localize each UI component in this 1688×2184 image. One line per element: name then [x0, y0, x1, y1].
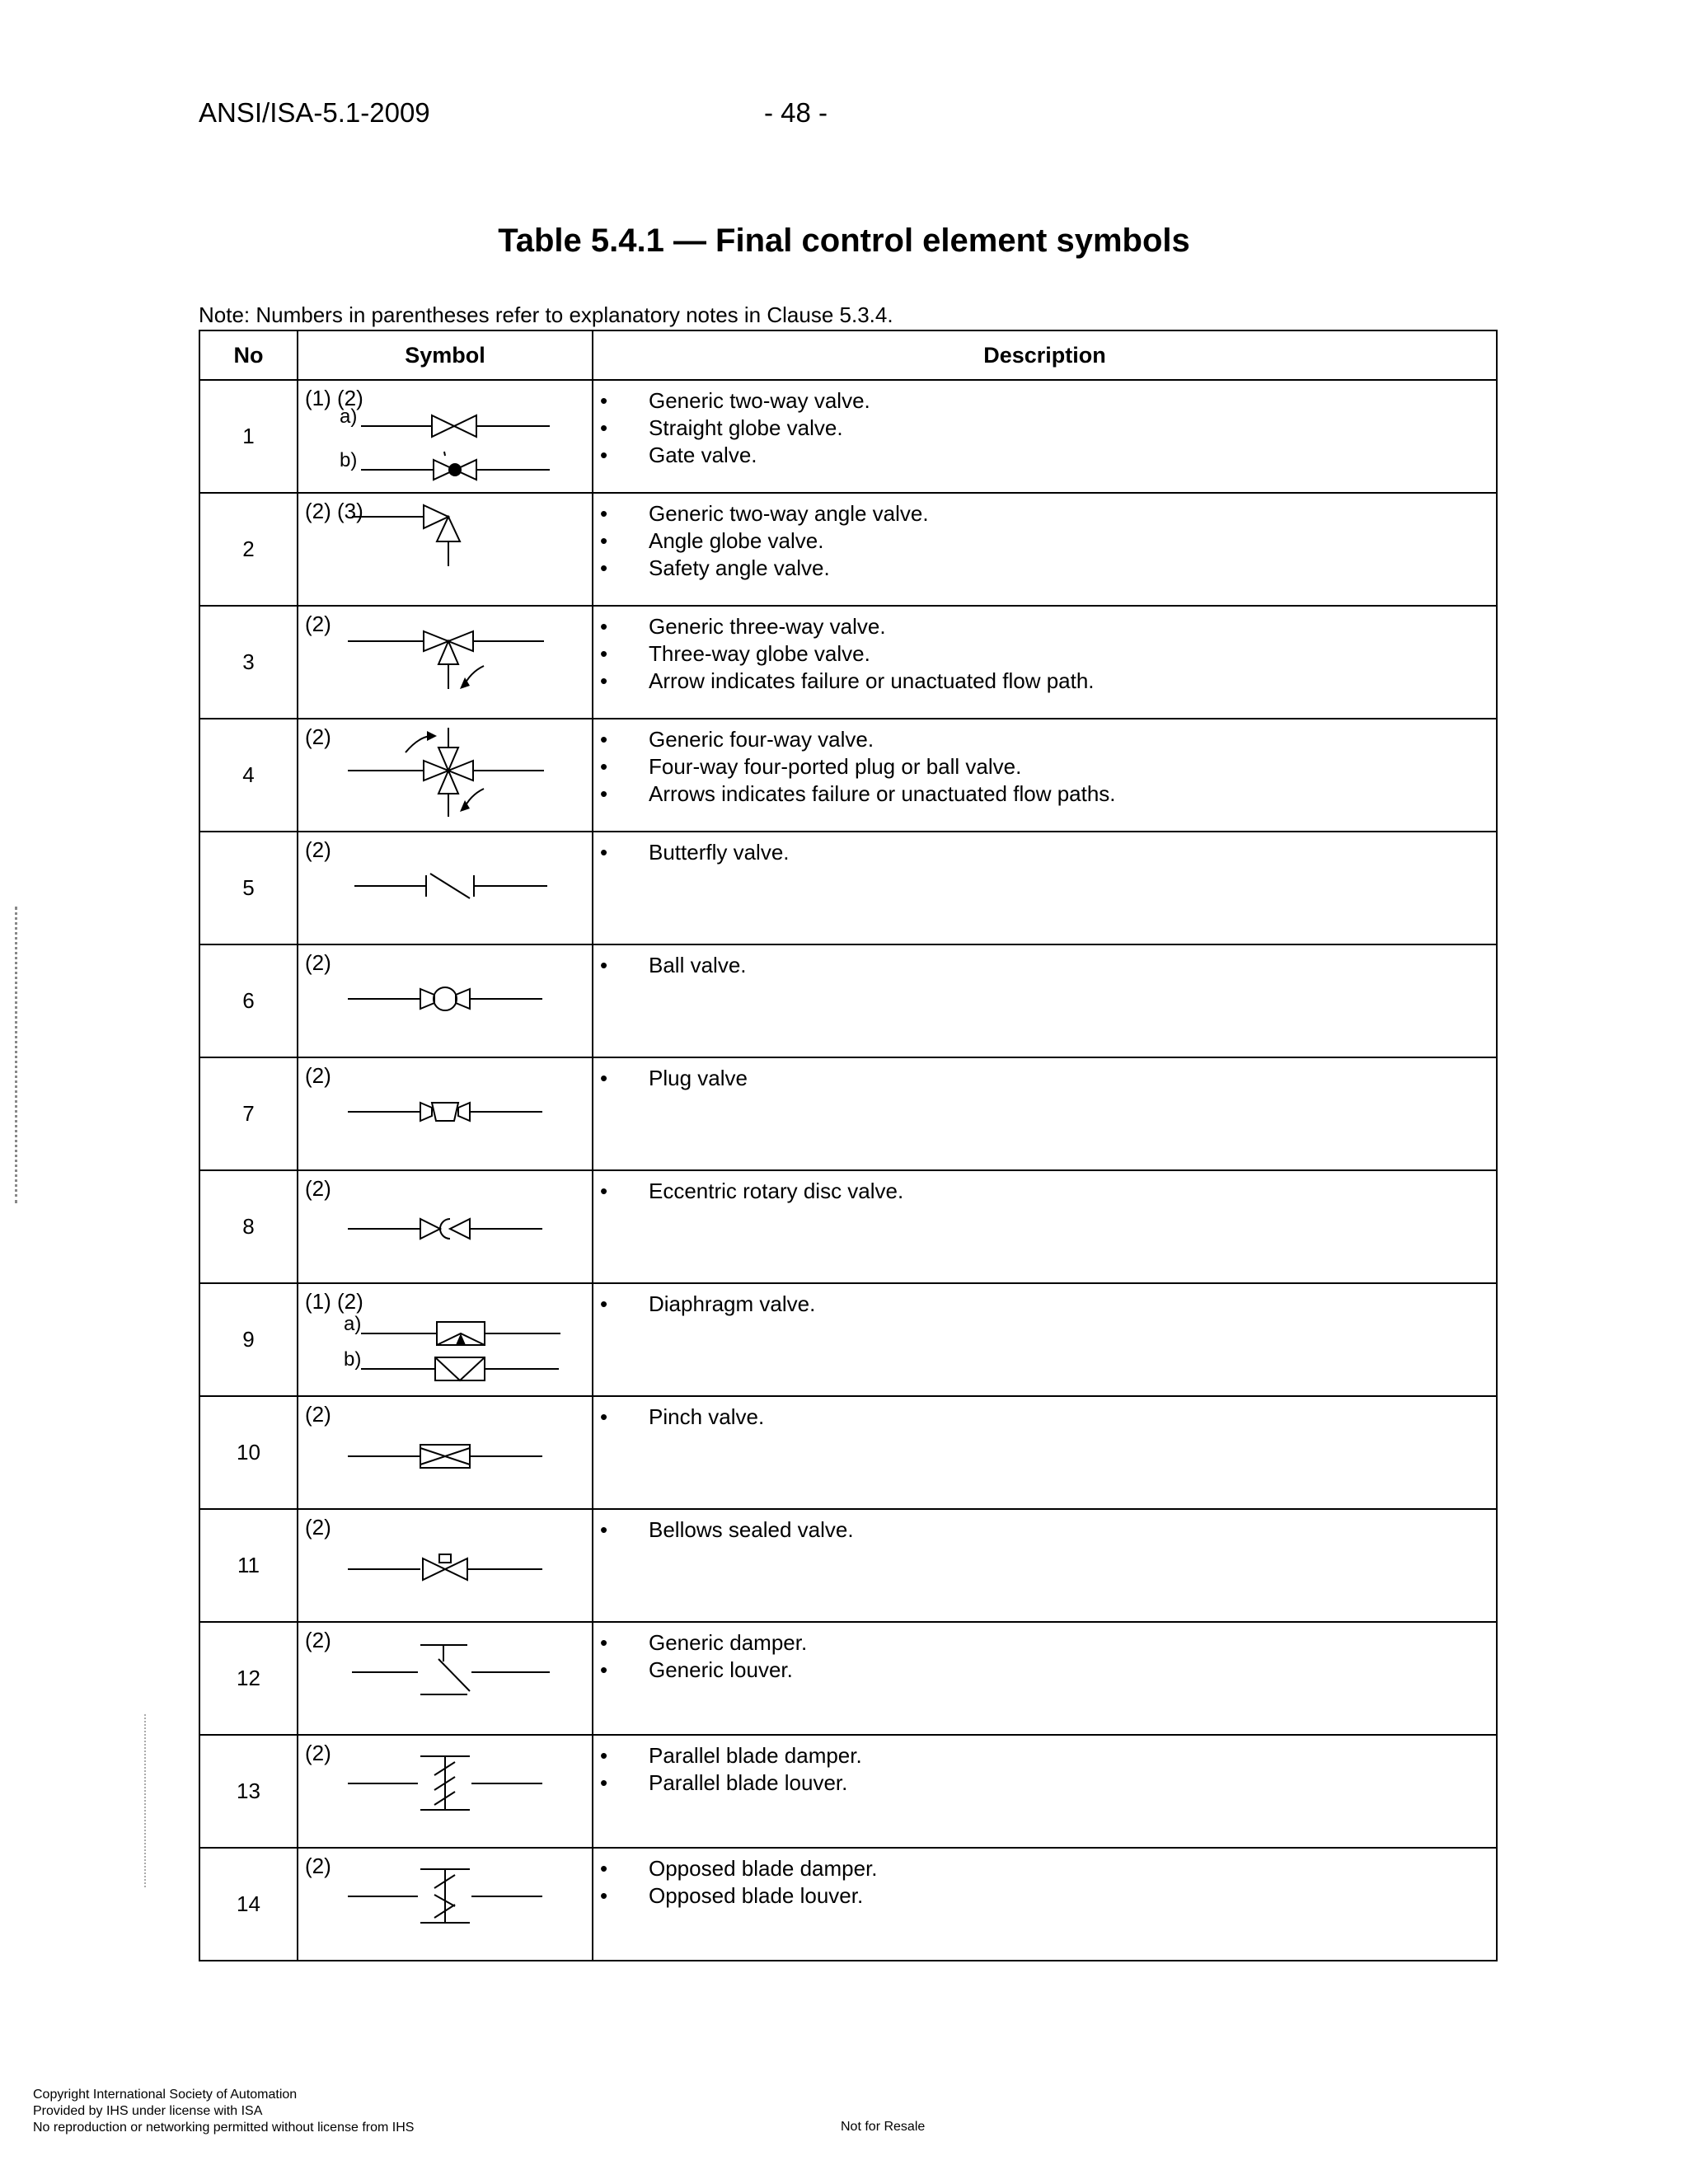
description-cell [593, 719, 1497, 832]
symbol-cell [298, 944, 593, 1057]
description-cell [593, 1848, 1497, 1961]
description-item: • Four-way four-ported plug or ball valve. [593, 753, 1496, 780]
description-list [593, 1058, 1496, 1092]
description-item: • Arrow indicates failure or unactuated flow path. [593, 668, 1496, 695]
description-item: • Opposed blade louver. [593, 1882, 1496, 1910]
description-cell [593, 380, 1497, 493]
symbol-cell [298, 606, 593, 719]
explanatory-notes-ref: (2) (3) [305, 499, 363, 523]
description-cell [593, 1622, 1497, 1735]
opposed-blade-damper-icon [298, 1849, 592, 1958]
description-list [593, 381, 1496, 469]
explanatory-notes-ref: (1) (2) [305, 386, 363, 410]
explanatory-notes-ref: (2) [305, 612, 331, 636]
table-row [199, 944, 1497, 1057]
description-list [593, 832, 1496, 866]
description-item: • Generic four-way valve. [593, 726, 1496, 753]
symbol-cell [298, 832, 593, 944]
four-way-valve-icon [298, 719, 592, 829]
description-cell [593, 1057, 1497, 1170]
explanatory-notes-ref: (2) [305, 1854, 331, 1878]
table-row [199, 380, 1497, 493]
generic-damper-icon [298, 1623, 592, 1732]
description-list [593, 494, 1496, 582]
row-number: 13 [199, 1735, 298, 1848]
row-number: 8 [199, 1170, 298, 1283]
symbol-cell [298, 1509, 593, 1622]
table-row [199, 1622, 1497, 1735]
explanatory-notes-ref: (2) [305, 1402, 331, 1427]
symbol-cell [298, 1735, 593, 1848]
copyright-footer [33, 2087, 414, 2136]
row-number: 1 [199, 380, 298, 493]
description-item: • Generic three-way valve. [593, 613, 1496, 640]
variant-label: b) [344, 1348, 362, 1371]
description-item: • Three-way globe valve. [593, 640, 1496, 668]
reproduction-line: No reproduction or networking permitted without license from IHS [33, 2121, 415, 2135]
two-way-valve-icon [298, 381, 592, 490]
explanatory-notes-ref: (2) [305, 1063, 331, 1088]
symbol-cell [298, 493, 593, 606]
symbols-table [199, 330, 1498, 1961]
description-list [593, 1623, 1496, 1684]
symbol-cell [298, 1283, 593, 1396]
three-way-valve-icon [298, 607, 592, 716]
description-item: • Bellows sealed valve. [593, 1516, 1496, 1544]
description-item: • Generic two-way angle valve. [593, 500, 1496, 527]
row-number: 6 [199, 944, 298, 1057]
description-item: • Ball valve. [593, 952, 1496, 979]
row-number: 3 [199, 606, 298, 719]
pinch-valve-icon [298, 1397, 592, 1507]
description-cell [593, 832, 1497, 944]
row-number: 7 [199, 1057, 298, 1170]
description-cell [593, 1170, 1497, 1283]
explanatory-notes-ref: (2) [305, 950, 331, 975]
explanatory-notes-ref: (2) [305, 1176, 331, 1201]
table-row [199, 832, 1497, 944]
row-number: 11 [199, 1509, 298, 1622]
table-title: Table 5.4.1 — Final control element symbols [498, 223, 1190, 259]
row-number: 14 [199, 1848, 298, 1961]
table-row [199, 1509, 1497, 1622]
row-number: 2 [199, 493, 298, 606]
description-item: • Safety angle valve. [593, 555, 1496, 582]
eccentric-rotary-disc-valve-icon [298, 1171, 592, 1281]
description-item: • Opposed blade damper. [593, 1855, 1496, 1882]
description-item: • Generic two-way valve. [593, 387, 1496, 415]
description-item: • Gate valve. [593, 442, 1496, 469]
table-row [199, 719, 1497, 832]
side-watermark-dots [144, 1714, 151, 1887]
description-list [593, 1397, 1496, 1431]
description-cell [593, 944, 1497, 1057]
description-list [593, 719, 1496, 808]
description-cell [593, 1509, 1497, 1622]
table-row [199, 1057, 1497, 1170]
description-cell [593, 1396, 1497, 1509]
row-number: 5 [199, 832, 298, 944]
table-row [199, 1170, 1497, 1283]
symbol-cell [298, 380, 593, 493]
table-header-row [199, 330, 1497, 380]
symbol-cell [298, 1622, 593, 1735]
variant-label: a) [344, 1313, 362, 1335]
explanatory-notes-ref: (2) [305, 837, 331, 862]
diaphragm-valve-icon [298, 1284, 592, 1394]
symbol-cell [298, 719, 593, 832]
description-item: • Pinch valve. [593, 1404, 1496, 1431]
symbol-cell [298, 1170, 593, 1283]
description-list [593, 1284, 1496, 1318]
description-cell [593, 1283, 1497, 1396]
document-standard-id: ANSI/ISA-5.1-2009 [199, 97, 430, 128]
column-header-description: Description [593, 330, 1497, 380]
description-list [593, 1736, 1496, 1797]
explanatory-notes-ref: (2) [305, 1741, 331, 1765]
description-item: • Arrows indicates failure or unactuated flow paths. [593, 780, 1496, 808]
table-row [199, 1396, 1497, 1509]
row-number: 4 [199, 719, 298, 832]
explanatory-notes-ref: (1) (2) [305, 1289, 363, 1314]
ball-valve-icon [298, 945, 592, 1055]
row-number: 9 [199, 1283, 298, 1396]
explanatory-notes-ref: (2) [305, 1515, 331, 1540]
description-item: • Eccentric rotary disc valve. [593, 1178, 1496, 1205]
description-item: • Butterfly valve. [593, 839, 1496, 866]
bellows-sealed-valve-icon [298, 1510, 592, 1619]
description-item: • Diaphragm valve. [593, 1291, 1496, 1318]
description-item: • Parallel blade damper. [593, 1742, 1496, 1769]
variant-label: a) [340, 405, 358, 428]
description-item: • Generic damper. [593, 1629, 1496, 1657]
side-watermark [15, 907, 34, 1203]
page-number: - 48 - [764, 97, 828, 128]
not-for-resale-label: Not for Resale [841, 2120, 926, 2134]
table-row [199, 1283, 1497, 1396]
column-header-symbol: Symbol [298, 330, 593, 380]
parallel-blade-damper-icon [298, 1736, 592, 1845]
description-item: • Plug valve [593, 1065, 1496, 1092]
description-list [593, 1849, 1496, 1910]
row-number: 10 [199, 1396, 298, 1509]
description-list [593, 607, 1496, 695]
row-number: 12 [199, 1622, 298, 1735]
license-line: Provided by IHS under license with ISA [33, 2104, 263, 2118]
description-cell [593, 493, 1497, 606]
symbol-cell [298, 1396, 593, 1509]
table-row [199, 1735, 1497, 1848]
description-cell [593, 1735, 1497, 1848]
description-item: • Straight globe valve. [593, 415, 1496, 442]
angle-valve-icon [298, 494, 592, 603]
plug-valve-icon [298, 1058, 592, 1168]
description-list [593, 1171, 1496, 1205]
copyright-line: Copyright International Society of Automation [33, 2088, 298, 2102]
table-row [199, 493, 1497, 606]
explanatory-notes-ref: (2) [305, 724, 331, 749]
description-cell [593, 606, 1497, 719]
description-item: • Angle globe valve. [593, 527, 1496, 555]
description-list [593, 1510, 1496, 1544]
variant-label: b) [340, 449, 358, 471]
symbol-cell [298, 1057, 593, 1170]
description-list [593, 945, 1496, 979]
description-item: • Parallel blade louver. [593, 1769, 1496, 1797]
table-row [199, 606, 1497, 719]
column-header-no: No [199, 330, 298, 380]
butterfly-valve-icon [298, 832, 592, 942]
description-item: • Generic louver. [593, 1657, 1496, 1684]
symbol-cell [298, 1848, 593, 1961]
explanatory-notes-ref: (2) [305, 1628, 331, 1652]
table-note: Note: Numbers in parentheses refer to explanatory notes in Clause 5.3.4. [199, 302, 893, 327]
table-row [199, 1848, 1497, 1961]
